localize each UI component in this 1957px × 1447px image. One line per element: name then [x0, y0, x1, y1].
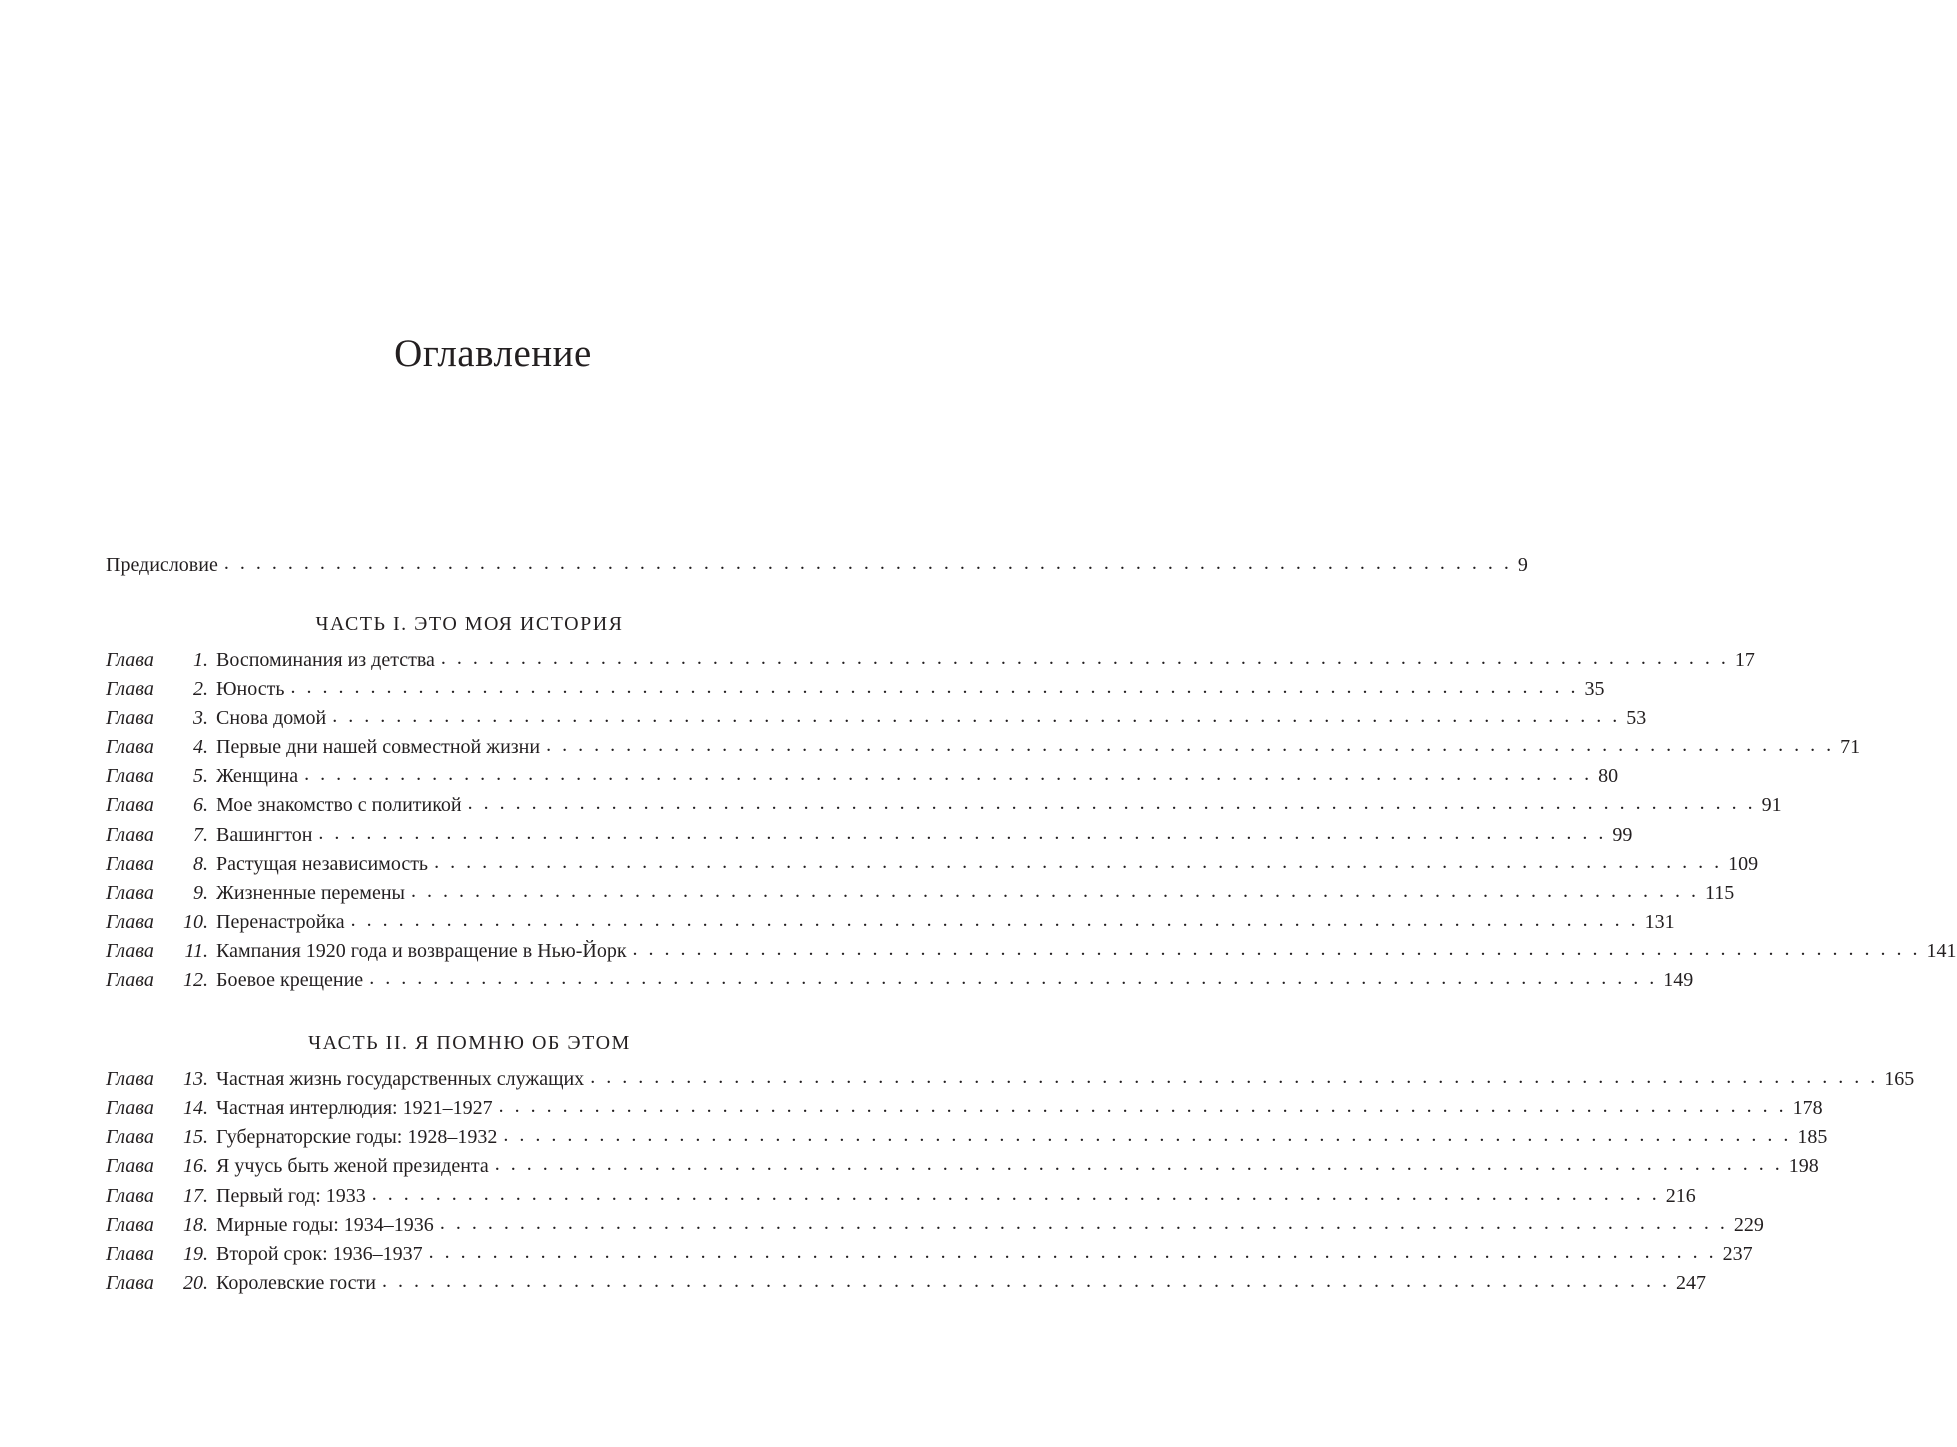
page-number: 9 [1517, 554, 1528, 576]
chapter-number: 12. [183, 969, 208, 992]
page-number: 71 [1840, 736, 1861, 759]
chapter-number: 15. [183, 1126, 208, 1149]
chapter-word: Глава [106, 1126, 154, 1149]
page-number: 198 [1788, 1155, 1819, 1178]
chapter-title: Губернаторские годы: 1928–1932 [216, 1126, 498, 1149]
page-number: 237 [1722, 1242, 1753, 1265]
toc-entry[interactable] [106, 966, 1694, 995]
toc-entry[interactable] [106, 733, 1861, 762]
page-title: Оглавление [394, 332, 592, 375]
toc-entry-preface[interactable] [106, 550, 1528, 581]
chapter-title: Второй срок: 1936–1937 [216, 1242, 423, 1265]
chapter-title: Женщина [216, 765, 299, 788]
dot-leader: . . . . . . . . . . . . . . . . . . . . . . . . . . . . . . . . . . . . . . . . . . . . . . . . . . . . . . . . . . . . . . . . . . . . . . . . . . . . . . . . . [494, 1153, 1783, 1176]
chapter-word: Глава [106, 1068, 154, 1091]
toc-entry[interactable] [106, 850, 1759, 879]
dot-leader: . . . . . . . . . . . . . . . . . . . . . . . . . . . . . . . . . . . . . . . . . . . . . . . . . . . . . . . . . . . . . . . . . . . . . . . . . . . . . . . . . [632, 937, 1921, 960]
chapter-word: Глава [106, 678, 154, 701]
dot-leader: . . . . . . . . . . . . . . . . . . . . . . . . . . . . . . . . . . . . . . . . . . . . . . . . . . . . . . . . . . . . . . . . . . . . . . . . . . . . . . . . . [590, 1066, 1879, 1089]
toc-entry[interactable] [106, 1123, 1828, 1152]
chapter-number: 20. [183, 1271, 208, 1294]
dot-leader: . . . . . . . . . . . . . . . . . . . . . . . . . . . . . . . . . . . . . . . . . . . . . . . . . . . . . . . . . . . . . . . . . . . . . . . . . . . . . . . . . [332, 705, 1621, 728]
chapter-title: Первый год: 1933 [216, 1184, 366, 1207]
chapter-title: Частная интерлюдия: 1921–1927 [216, 1097, 493, 1120]
dot-leader: . . . . . . . . . . . . . . . . . . . . . . . . . . . . . . . . . . . . . . . . . . . . . . . . . . . . . . . . . . . . . . . . . . . . . . . . . . . . . . . . . [546, 734, 1835, 757]
page-number: 17 [1734, 649, 1755, 671]
page-number: 178 [1792, 1097, 1823, 1120]
chapter-number: 10. [183, 910, 208, 933]
toc-entry[interactable] [106, 791, 1782, 820]
chapter-number: 1. [193, 649, 208, 671]
chapter-title: Частная жизнь государственных служащих [216, 1068, 585, 1091]
chapter-title: Растущая независимость [216, 852, 429, 875]
chapter-word: Глава [106, 1155, 154, 1178]
chapter-word: Глава [106, 823, 154, 846]
page-number: 53 [1626, 707, 1647, 730]
page-number: 141 [1926, 939, 1957, 962]
dot-leader: . . . . . . . . . . . . . . . . . . . . . . . . . . . . . . . . . . . . . . . . . . . . . . . . . . . . . . . . . . . . . . . . . . . . . . . . . . . . . . . . . [428, 1240, 1717, 1263]
page-number: 216 [1665, 1184, 1696, 1207]
chapter-list [106, 1065, 1915, 1298]
chapter-number: 17. [183, 1184, 208, 1207]
chapter-title: Мирные годы: 1934–1936 [216, 1213, 434, 1236]
dot-leader: . . . . . . . . . . . . . . . . . . . . . . . . . . . . . . . . . . . . . . . . . . . . . . . . . . . . . . . . . . . . . . . . . . . . . . . . . . . . . . . . . [503, 1124, 1792, 1147]
chapter-word: Глава [106, 910, 154, 933]
dot-leader: . . . . . . . . . . . . . . . . . . . . . . . . . . . . . . . . . . . . . . . . . . . . . . . . . . . . . . . . . . . . . . . . . . . . . . . . . . . . . . . . . [369, 967, 1658, 990]
page-number: 131 [1644, 910, 1675, 933]
chapter-word: Глава [106, 1184, 154, 1207]
chapter-word: Глава [106, 707, 154, 730]
toc-entry[interactable] [106, 1182, 1696, 1211]
chapter-number: 4. [193, 736, 208, 759]
chapter-title: Я учусь быть женой президента [216, 1155, 489, 1178]
chapter-title: Первые дни нашей совместной жизни [216, 736, 541, 759]
chapter-title: Воспоминания из детства [216, 649, 435, 671]
toc-entry[interactable] [106, 821, 1633, 850]
toc-entry[interactable] [106, 1094, 1823, 1123]
chapter-title: Жизненные перемены [216, 881, 405, 904]
page-number: 80 [1598, 765, 1619, 788]
chapter-title: Кампания 1920 года и возвращение в Нью-Йорк [216, 939, 627, 962]
chapter-word: Глава [106, 969, 154, 992]
chapter-number: 14. [183, 1097, 208, 1120]
dot-leader: . . . . . . . . . . . . . . . . . . . . . . . . . . . . . . . . . . . . . . . . . . . . . . . . . . . . . . . . . . . . . . . . . . . . . . . . . . . . . . . . . [439, 1211, 1728, 1234]
page-number: 91 [1761, 794, 1782, 817]
toc-entry[interactable] [106, 908, 1675, 937]
toc-entry[interactable] [106, 646, 1755, 675]
preface-label: Предисловие [106, 554, 218, 576]
page-number: 99 [1612, 823, 1633, 846]
page-number: 35 [1584, 678, 1605, 701]
dot-leader: . . . . . . . . . . . . . . . . . . . . . . . . . . . . . . . . . . . . . . . . . . . . . . . . . . . . . . . . . . . . . . . . . . . . . . . . . . . . . . . . . [350, 908, 1639, 931]
chapter-number: 18. [183, 1213, 208, 1236]
chapter-title: Боевое крещение [216, 969, 364, 992]
chapter-number: 3. [193, 707, 208, 730]
chapter-title: Королевские гости [216, 1271, 376, 1294]
chapter-word: Глава [106, 1242, 154, 1265]
page-number: 149 [1663, 969, 1694, 992]
part-heading: ЧАСТЬ II. Я ПОМНЮ ОБ ЭТОМ [308, 1032, 631, 1055]
dot-leader: . . . . . . . . . . . . . . . . . . . . . . . . . . . . . . . . . . . . . . . . . . . . . . . . . . . . . . . . . . . . . . . . . . . . . . . . . . . . . . . . . [440, 647, 1729, 669]
toc-entry[interactable] [106, 675, 1605, 704]
table-of-contents [106, 550, 1957, 1298]
dot-leader: . . . . . . . . . . . . . . . . . . . . . . . . . . . . . . . . . . . . . . . . . . . . . . . . . . . . . . . . . . . . . . . . . . . . . . . . . . . . . . . . . [381, 1269, 1670, 1292]
page-number: 185 [1797, 1126, 1828, 1149]
chapter-title: Вашингтон [216, 823, 313, 846]
chapter-word: Глава [106, 1097, 154, 1120]
dot-leader: . . . . . . . . . . . . . . . . . . . . . . . . . . . . . . . . . . . . . . . . . . . . . . . . . . . . . . . . . . . . . . . . . . . . . . . . . . . . . . . . . [434, 850, 1723, 873]
chapter-number: 8. [193, 852, 208, 875]
toc-entry[interactable] [106, 704, 1647, 733]
chapter-number: 9. [193, 881, 208, 904]
chapter-word: Глава [106, 939, 154, 962]
chapter-word: Глава [106, 794, 154, 817]
page-number: 115 [1704, 881, 1735, 904]
dot-leader: . . . . . . . . . . . . . . . . . . . . . . . . . . . . . . . . . . . . . . . . . . . . . . . . . . . . . . . . . . . . . . . . . . . . . . . . . . . . . . . . . [318, 821, 1607, 844]
chapter-title: Перенастройка [216, 910, 345, 933]
toc-entry[interactable] [106, 879, 1735, 908]
chapter-number: 7. [193, 823, 208, 846]
chapter-title: Мое знакомство с политикой [216, 794, 462, 817]
dot-leader: . . . . . . . . . . . . . . . . . . . . . . . . . . . . . . . . . . . . . . . . . . . . . . . . . . . . . . . . . . . . . . . . . . . . . . . . . . . . . . . . . [290, 676, 1579, 699]
chapter-word: Глава [106, 1213, 154, 1236]
chapter-number: 19. [183, 1242, 208, 1265]
chapter-number: 16. [183, 1155, 208, 1178]
chapter-word: Глава [106, 649, 154, 671]
toc-entry[interactable] [106, 1152, 1819, 1181]
page-number: 229 [1733, 1213, 1764, 1236]
dot-leader: . . . . . . . . . . . . . . . . . . . . . . . . . . . . . . . . . . . . . . . . . . . . . . . . . . . . . . . . . . . . . . . . . . . . . . . . . . . . . . . . . [223, 552, 1512, 574]
chapter-number: 13. [183, 1068, 208, 1091]
chapter-number: 11. [184, 939, 208, 962]
dot-leader: . . . . . . . . . . . . . . . . . . . . . . . . . . . . . . . . . . . . . . . . . . . . . . . . . . . . . . . . . . . . . . . . . . . . . . . . . . . . . . . . . [498, 1095, 1787, 1118]
chapter-word: Глава [106, 852, 154, 875]
chapter-word: Глава [106, 765, 154, 788]
chapter-number: 2. [193, 678, 208, 701]
toc-entry[interactable] [106, 1240, 1753, 1269]
dot-leader: . . . . . . . . . . . . . . . . . . . . . . . . . . . . . . . . . . . . . . . . . . . . . . . . . . . . . . . . . . . . . . . . . . . . . . . . . . . . . . . . . [371, 1182, 1660, 1205]
dot-leader: . . . . . . . . . . . . . . . . . . . . . . . . . . . . . . . . . . . . . . . . . . . . . . . . . . . . . . . . . . . . . . . . . . . . . . . . . . . . . . . . . [304, 763, 1593, 786]
page-number: 109 [1728, 852, 1759, 875]
dot-leader: . . . . . . . . . . . . . . . . . . . . . . . . . . . . . . . . . . . . . . . . . . . . . . . . . . . . . . . . . . . . . . . . . . . . . . . . . . . . . . . . . [410, 879, 1699, 902]
chapter-title: Снова домой [216, 707, 327, 730]
page-number: 247 [1675, 1271, 1706, 1294]
chapter-number: 5. [193, 765, 208, 788]
chapter-word: Глава [106, 1271, 154, 1294]
chapter-title: Юность [216, 678, 285, 701]
toc-entry[interactable] [106, 1269, 1706, 1298]
chapter-list [106, 646, 1957, 995]
page-number: 165 [1884, 1068, 1915, 1091]
toc-entry[interactable] [106, 1211, 1764, 1240]
chapter-number: 6. [193, 794, 208, 817]
toc-entry[interactable] [106, 937, 1957, 966]
chapter-word: Глава [106, 736, 154, 759]
toc-entry[interactable] [106, 762, 1619, 791]
dot-leader: . . . . . . . . . . . . . . . . . . . . . . . . . . . . . . . . . . . . . . . . . . . . . . . . . . . . . . . . . . . . . . . . . . . . . . . . . . . . . . . . . [467, 792, 1756, 815]
part-heading: ЧАСТЬ I. ЭТО МОЯ ИСТОРИЯ [315, 613, 624, 635]
toc-entry[interactable] [106, 1065, 1915, 1094]
chapter-word: Глава [106, 881, 154, 904]
